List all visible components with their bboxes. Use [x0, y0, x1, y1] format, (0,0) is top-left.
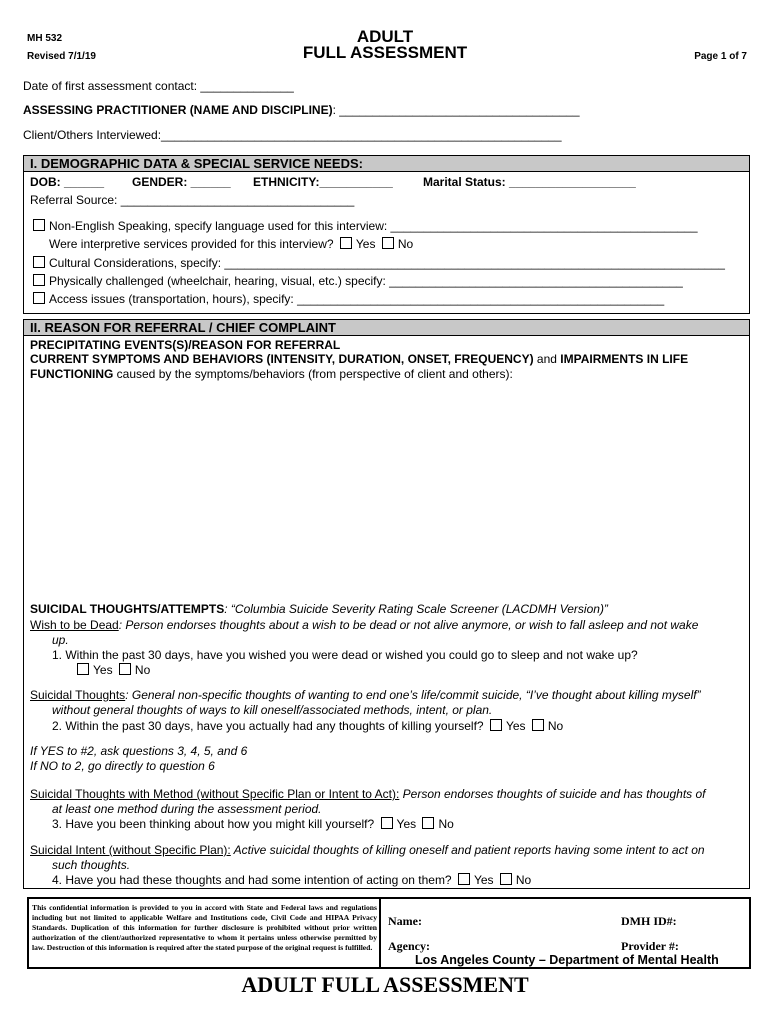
thoughts-desc2: without general thoughts of ways to kill oneself/associated methods, intent, or plan. — [52, 703, 493, 717]
non-english-label: Non-English Speaking, specify language used for this interview: ______________________________________________ — [49, 219, 698, 233]
q3-row — [52, 817, 454, 831]
functioning-label: FUNCTIONING — [30, 367, 114, 381]
method-line — [30, 787, 706, 801]
functioning-line — [30, 367, 513, 381]
q2-no-label: No — [547, 719, 564, 733]
current-symptoms-label: CURRENT SYMPTOMS AND BEHAVIORS (INTENSITY, DURATION, ONSET, FREQUENCY) — [30, 352, 534, 366]
interpretive-yes-label: Yes — [355, 237, 376, 251]
q1-no-label: No — [134, 663, 151, 677]
thoughts-desc1: : General non-specific thoughts of wanting to end one’s life/commit suicide, “I’ve thought about killing myself” — [125, 688, 701, 702]
revised-date: Revised 7/1/19 — [27, 51, 96, 62]
method-label: Suicidal Thoughts with Method (without Specific Plan or Intent to Act): — [30, 787, 400, 801]
client-interviewed-field[interactable]: Client/Others Interviewed:____________________________________________________________ — [23, 128, 562, 142]
method-desc2: at least one method during the assessment period. — [52, 802, 322, 816]
thoughts-label: Suicidal Thoughts — [30, 688, 126, 702]
precipitating-heading: PRECIPITATING EVENTS(S)/REASON FOR REFERRAL — [30, 338, 341, 352]
q1-no-checkbox[interactable] — [119, 663, 131, 675]
q4-no-checkbox[interactable] — [500, 873, 512, 885]
current-symptoms-line — [30, 352, 688, 366]
confidentiality-notice: This confidential information is provided to you in accord with State and Federal laws and regulations including but not limited to applicable Welfare and Institutions code, Civil Code and HIPAA Privacy Standards. Duplication of this information for further disclosure is prohibited without prior written authorization of the client/authorized representative to whom it pertains unless otherwise permitted by law. Destruction of this information is required after the stated purpose of the original request is fulfilled. — [32, 903, 377, 952]
q1-text: 1. Within the past 30 days, have you wished you were dead or wished you could go to sleep and not wake up? — [52, 648, 638, 662]
q4-text: 4. Have you had these thoughts and had some intention of acting on them? — [52, 873, 452, 887]
section1-header: I. DEMOGRAPHIC DATA & SPECIAL SERVICE NEEDS: — [23, 155, 750, 172]
functioning-rest: caused by the symptoms/behaviors (from perspective of client and others): — [113, 367, 513, 381]
physically-checkbox[interactable] — [33, 274, 45, 286]
physically-row — [33, 274, 683, 288]
non-english-checkbox[interactable] — [33, 219, 45, 231]
interpretive-label: Were interpretive services provided for this interview? — [49, 237, 334, 251]
interpretive-no-label: No — [397, 237, 414, 251]
thoughts-line — [30, 688, 701, 702]
if-yes-instruction: If YES to #2, ask questions 3, 4, 5, and 6 — [30, 744, 248, 758]
referral-source-field[interactable]: Referral Source: ___________________________________ — [30, 193, 355, 207]
wish-desc1: : Person endorses thoughts about a wish to be dead or not alive anymore, or wish to fall asleep and not wake — [118, 618, 699, 632]
q4-yes-checkbox[interactable] — [458, 873, 470, 885]
q4-yes-label: Yes — [473, 873, 494, 887]
cultural-checkbox[interactable] — [33, 256, 45, 268]
q4-no-label: No — [515, 873, 532, 887]
q2-row — [52, 719, 563, 733]
q3-yes-label: Yes — [396, 817, 417, 831]
title-line1: ADULT — [356, 27, 414, 46]
q2-yes-label: Yes — [505, 719, 526, 733]
footer-dmh-id-field[interactable]: DMH ID#: — [621, 914, 677, 928]
title-line2: FULL ASSESSMENT — [302, 43, 468, 62]
first-contact-field[interactable]: Date of first assessment contact: ______________ — [23, 79, 294, 93]
q2-text: 2. Within the past 30 days, have you actually had any thoughts of killing yourself? — [52, 719, 484, 733]
access-label: Access issues (transportation, hours), specify: _______________________________________________________ — [49, 292, 665, 306]
physically-label: Physically challenged (wheelchair, hearing, visual, etc.) specify: ____________________________________________ — [49, 274, 683, 288]
reason-text-area[interactable] — [30, 385, 742, 595]
county-department: Los Angeles County – Department of Mental Health — [415, 953, 719, 967]
intent-desc1: Active suicidal thoughts of killing oneself and patient reports having some intent to act on — [230, 843, 705, 857]
wish-desc2: up. — [52, 633, 69, 647]
q2-no-checkbox[interactable] — [532, 719, 544, 731]
q2-yes-checkbox[interactable] — [490, 719, 502, 731]
q1-answers — [77, 663, 150, 677]
non-english-row — [33, 219, 698, 233]
q4-row — [52, 873, 531, 887]
footer-agency-field[interactable]: Agency: — [388, 939, 430, 953]
suicidal-heading-line — [30, 602, 608, 616]
method-desc1: Person endorses thoughts of suicide and has thoughts of — [399, 787, 706, 801]
q1-yes-label: Yes — [93, 663, 113, 677]
if-no-instruction: If NO to 2, go directly to question 6 — [30, 759, 215, 773]
intent-desc2: such thoughts. — [52, 858, 131, 872]
access-row — [33, 292, 664, 306]
practitioner-label: ASSESSING PRACTITIONER (NAME AND DISCIPLINE) — [23, 103, 333, 117]
wish-line — [30, 618, 698, 632]
q1-yes-checkbox[interactable] — [77, 663, 89, 675]
interpretive-yes-checkbox[interactable] — [340, 237, 352, 249]
impairments-label: IMPAIRMENTS IN LIFE — [560, 352, 689, 366]
access-checkbox[interactable] — [33, 292, 45, 304]
q3-no-label: No — [438, 817, 454, 831]
q3-yes-checkbox[interactable] — [381, 817, 393, 829]
cultural-label: Cultural Considerations, specify: ___________________________________________________________________________ — [49, 256, 725, 270]
form-number: MH 532 — [27, 33, 63, 44]
bottom-title: ADULT FULL ASSESSMENT — [241, 972, 529, 997]
cultural-row — [33, 256, 725, 270]
marital-status-field[interactable]: Marital Status: ___________________ — [423, 175, 636, 189]
q3-text: 3. Have you been thinking about how you might kill yourself? — [52, 817, 375, 831]
footer-divider — [379, 897, 381, 969]
interpretive-row — [49, 237, 413, 251]
wish-label: Wish to be Dead — [30, 618, 119, 632]
and-text: and — [533, 352, 561, 366]
section2-header: II. REASON FOR REFERRAL / CHIEF COMPLAINT — [23, 319, 750, 336]
page-number: Page 1 of 7 — [694, 51, 747, 62]
intent-label: Suicidal Intent (without Specific Plan): — [30, 843, 231, 857]
suicidal-heading: SUICIDAL THOUGHTS/ATTEMPTS — [30, 602, 225, 616]
footer-provider-field[interactable]: Provider #: — [621, 939, 679, 953]
practitioner-blank: : ____________________________________ — [332, 103, 580, 117]
ethnicity-field[interactable]: ETHNICITY:___________ — [253, 175, 393, 189]
dob-field[interactable]: DOB: ______ — [30, 175, 105, 189]
intent-line — [30, 843, 705, 857]
footer-name-field[interactable]: Name: — [388, 914, 422, 928]
gender-field[interactable]: GENDER: ______ — [132, 175, 231, 189]
suicidal-heading-rest: : “Columbia Suicide Severity Rating Scale Screener (LACDMH Version)” — [224, 602, 608, 616]
interpretive-no-checkbox[interactable] — [382, 237, 394, 249]
q3-no-checkbox[interactable] — [422, 817, 434, 829]
practitioner-field[interactable] — [23, 103, 580, 117]
